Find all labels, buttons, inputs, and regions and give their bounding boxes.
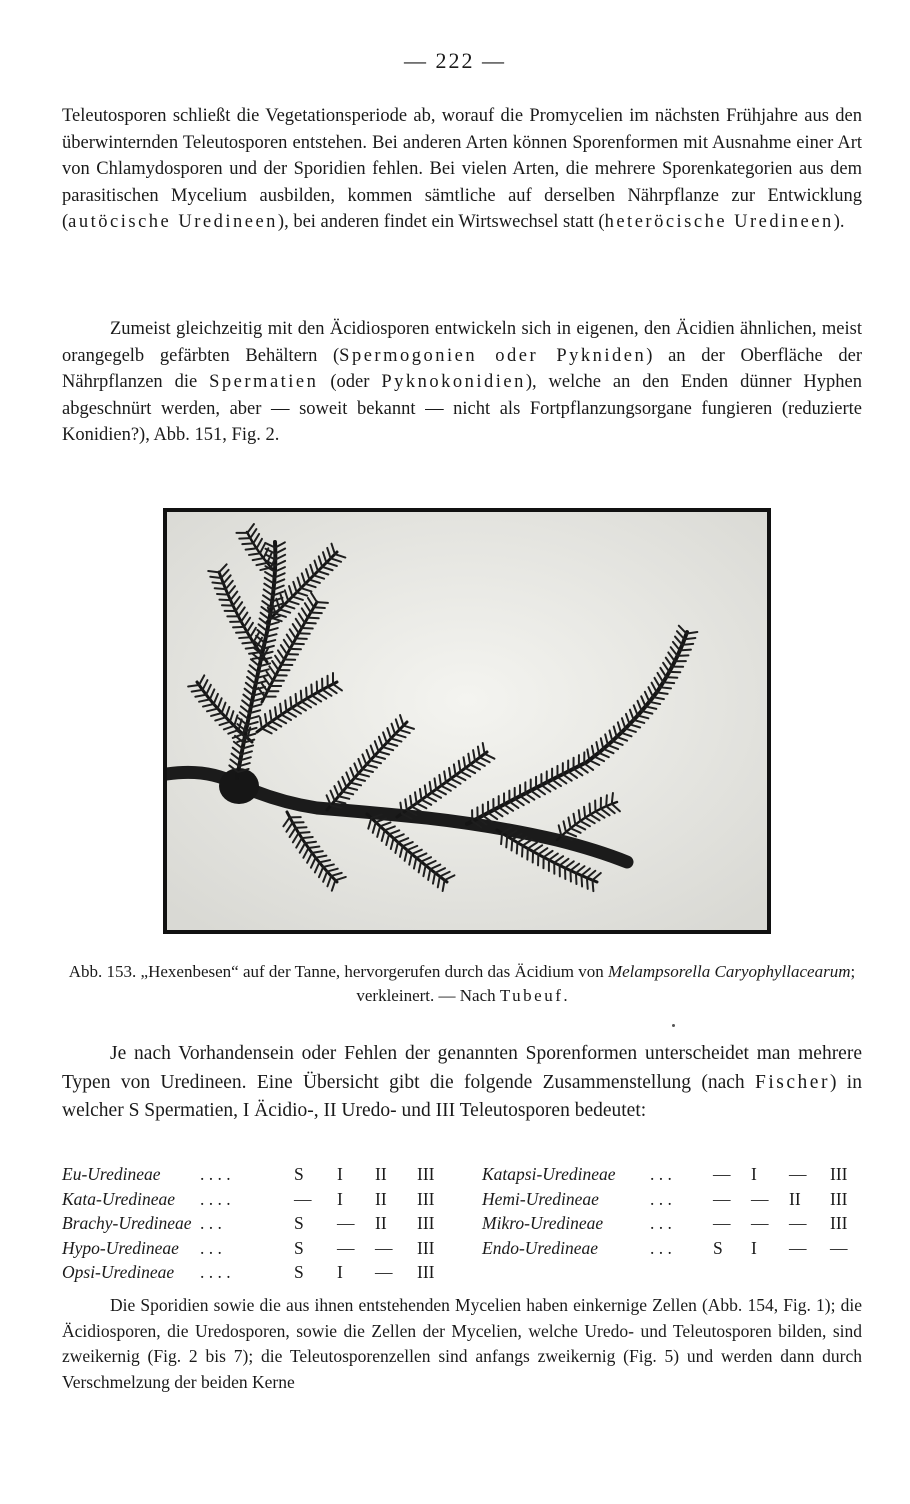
spore-stage: — (789, 1164, 807, 1184)
uredineae-types-table (62, 1162, 882, 1285)
caption-species: Melampsorella Caryophyllacearum (607, 962, 851, 981)
table-row (62, 1162, 882, 1187)
speck (672, 1024, 675, 1027)
term-pyknokonidien: Pyknokonidien (381, 372, 526, 393)
paragraph-1 (62, 103, 862, 236)
term-heteroecious: heteröcische Uredineen (604, 212, 834, 233)
table-row (62, 1187, 882, 1212)
term-spermogonien: Spermogonien oder Pykniden (339, 345, 647, 366)
spore-stage: — (337, 1213, 355, 1233)
spore-stage: — (713, 1188, 731, 1209)
term-spermatien: Spermatien (209, 372, 319, 393)
spore-stage: — (713, 1164, 731, 1184)
type-name: Katapsi-Uredineae (482, 1164, 616, 1184)
paragraph-2 (62, 316, 862, 449)
para1-mid: ), bei anderen findet ein Wirtswechsel statt ( (277, 212, 605, 233)
spore-stage: — (751, 1213, 769, 1233)
para2-c: (oder (318, 372, 382, 393)
spore-stage: I (751, 1164, 757, 1184)
table-row (62, 1236, 882, 1261)
caption-end: . (563, 986, 568, 1005)
spore-stage: II (375, 1213, 387, 1233)
figure-caption (62, 960, 862, 1008)
spore-stage: III (417, 1164, 435, 1184)
leader-dots: . . . (200, 1213, 222, 1233)
spore-stage: — (789, 1237, 807, 1258)
spore-stage: II (789, 1188, 801, 1209)
spore-stage: III (830, 1164, 848, 1184)
leader-dots: . . . . (200, 1188, 231, 1209)
caption-author: Tubeuf (499, 986, 564, 1005)
spore-stage: III (417, 1237, 435, 1258)
term-autoecious: autöcische Uredineen (68, 212, 278, 233)
type-name: Brachy-Uredineae (62, 1213, 192, 1233)
type-name: Kata-Uredineae (62, 1188, 176, 1209)
spore-stage: — (789, 1213, 807, 1233)
spore-stage: — (294, 1188, 312, 1209)
para3-a: Je nach Vorhandensein oder Fehlen der genannten Sporenformen unterscheidet man mehrere Typen von Uredineen. Eine Übersicht gibt die folgende Zusammenstellung (nach (62, 1043, 862, 1093)
spore-stage: III (417, 1262, 435, 1282)
table-row (62, 1211, 882, 1236)
spore-stage: S (294, 1164, 304, 1184)
para4-text: Die Sporidien sowie die aus ihnen entstehenden Mycelien haben einkernige Zellen (Abb. 154, Fig. 1); die Äcidiosporen, die Uredosporen, sowie die Zellen der Mycelien, welche Uredo- und Teleutosporen bilden, sind zweikernig (Fig. 2 bis 7); die Teleutosporenzellen sind anfangs zweikernig (Fig. 5) und werden dann durch Verschmelzung der beiden Kerne (62, 1295, 862, 1392)
spore-stage: I (751, 1237, 757, 1258)
para2-a: Zumeist gleichzeitig mit den Äcidiosporen entwickeln sich in eigenen, den Äcidien ähnlichen, meist orangegelb gefärbten Behältern ( (62, 319, 862, 366)
caption-text-2: ; verkleinert. — Nach (356, 962, 856, 1005)
leader-dots: . . . . (200, 1262, 231, 1282)
spore-stage: — (337, 1237, 355, 1258)
spore-stage: I (337, 1188, 343, 1209)
leader-dots: . . . (650, 1164, 672, 1184)
leader-dots: . . . (200, 1237, 222, 1258)
witches-broom-illustration (167, 512, 767, 930)
spore-stage: — (713, 1213, 731, 1233)
table-row (62, 1260, 882, 1285)
caption-text: Abb. 153. „Hexenbesen“ auf der Tanne, hervorgerufen durch das Äcidium von (68, 962, 608, 981)
paragraph-4 (62, 1293, 862, 1395)
spore-stage: — (375, 1237, 393, 1258)
type-name: Mikro-Uredineae (482, 1213, 604, 1233)
leader-dots: . . . (650, 1237, 672, 1258)
spore-stage: — (375, 1262, 393, 1282)
spore-stage: I (337, 1164, 343, 1184)
spore-stage: II (375, 1188, 387, 1209)
para1-text: Teleutosporen schließt die Vegetationsperiode ab, worauf die Promycelien im nächsten Frühjahre aus den überwinternden Teleutosporen entstehen. Bei anderen Arten können Sporenformen mit Ausnahme einer Art von Chlamydosporen und der Sporidien fehlen. Bei vielen Arten, die mehrere Sporenkategorien aus dem parasitischen Mycelium ausbilden, kommen sämtliche auf derselben Nährpflanze zur Entwicklung ( (62, 106, 862, 233)
spore-stage: S (713, 1237, 723, 1258)
para2-d: ), welche an den Enden dünner Hyphen abgeschnürt werden, aber — soweit bekannt — nicht als Fortpflanzungsorgane fungieren (reduzierte Konidien?), Abb. 151, Fig. 2. (62, 372, 862, 446)
type-name: Opsi-Uredineae (62, 1262, 175, 1282)
term-fischer: Fischer (755, 1071, 830, 1093)
para3-b: ) in welcher S Spermatien, I Äcidio-, II Uredo- und III Teleutosporen bedeutet: (62, 1071, 862, 1121)
leader-dots: . . . . (200, 1164, 231, 1184)
type-name: Endo-Uredineae (482, 1237, 598, 1258)
spore-stage: III (830, 1213, 848, 1233)
type-name: Hypo-Uredineae (62, 1237, 179, 1258)
spore-stage: III (417, 1188, 435, 1209)
spore-stage: S (294, 1237, 304, 1258)
spore-stage: III (417, 1213, 435, 1233)
fir-branch-photograph (163, 508, 771, 934)
spore-stage: I (337, 1262, 343, 1282)
para2-b: ) an der Oberfläche der Nährpflanzen die (62, 345, 862, 393)
leader-dots: . . . (650, 1188, 672, 1209)
para1-end: ). (833, 212, 845, 233)
spore-stage: — (751, 1188, 769, 1209)
page-number: — 222 — (404, 48, 506, 73)
type-name: Hemi-Uredineae (482, 1188, 599, 1209)
leader-dots: . . . (650, 1213, 672, 1233)
type-name: Eu-Uredineae (62, 1164, 161, 1184)
spore-stage: S (294, 1213, 304, 1233)
spore-stage: S (294, 1262, 304, 1282)
spore-stage: — (830, 1237, 848, 1258)
spore-stage: III (830, 1188, 848, 1209)
paragraph-3 (62, 1040, 862, 1126)
spore-stage: II (375, 1164, 387, 1184)
